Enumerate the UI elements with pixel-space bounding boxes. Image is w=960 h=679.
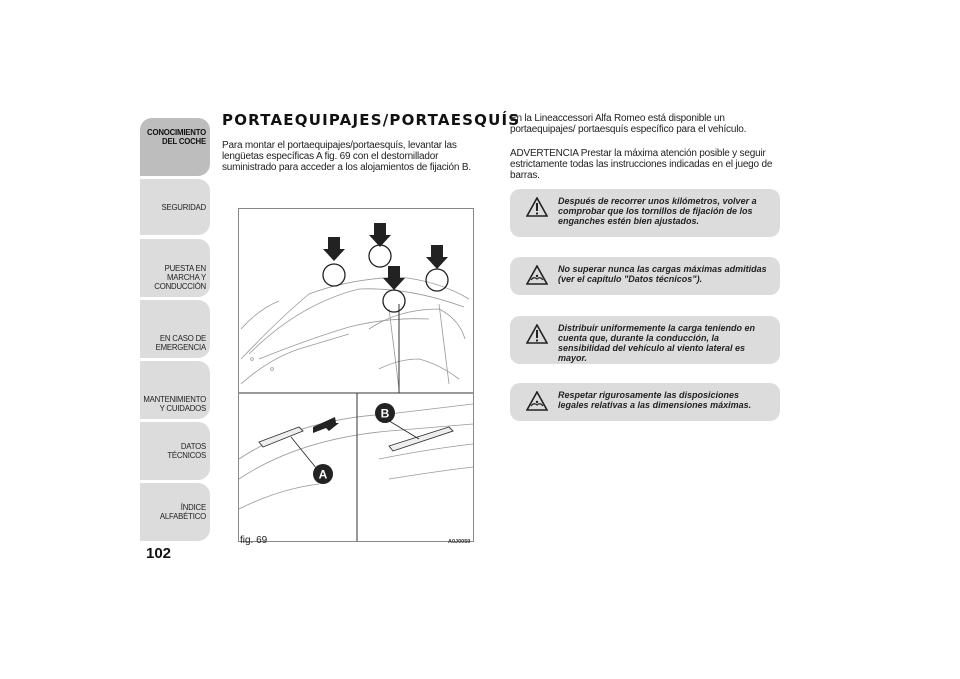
- tab-seguridad[interactable]: [140, 179, 210, 235]
- label-b: B: [380, 406, 390, 421]
- warning-triangle-icon: [526, 324, 548, 344]
- tab-label: DATOS TÉCNICOS: [167, 442, 206, 460]
- label-a: A: [318, 467, 328, 482]
- warning-box: [510, 189, 780, 237]
- environment-box: [510, 257, 780, 295]
- intro-paragraph: Para montar el portaequipajes/portaesquís, levantar las lengüetas específicas A fig. 69 con el destornillador suministrado para acceder a los alojamientos de fijación B.: [222, 140, 471, 173]
- accessory-paragraph: En la Lineaccessori Alfa Romeo está disponible un portaequipajes/ portaesquís específico para el vehículo.: [510, 113, 747, 135]
- warning-text: Distribuir uniformemente la carga teniendo en cuenta que, durante la conducción, la sensibilidad del vehículo al viento lateral es mayor.: [558, 323, 756, 363]
- warning-text: Respetar rigurosamente las disposiciones legales relativas a las dimensiones máximas.: [558, 390, 752, 410]
- tab-datos-tecnicos[interactable]: [140, 422, 210, 480]
- figure-code: A0J0059: [448, 539, 471, 545]
- tab-indice-alfabetico[interactable]: [140, 483, 210, 541]
- tab-conocimiento-del-coche[interactable]: [140, 118, 210, 176]
- tab-label: EN CASO DE EMERGENCIA: [155, 334, 206, 352]
- environment-triangle-icon: [526, 265, 548, 285]
- tab-puesta-en-marcha[interactable]: [140, 239, 210, 297]
- warning-box: [510, 316, 780, 364]
- environment-triangle-icon: [526, 391, 548, 411]
- advertencia-paragraph: ADVERTENCIA Prestar la máxima atención posible y seguir estrictamente todas las instrucciones indicadas en el juego de barras.: [510, 148, 773, 181]
- figure-69: [238, 208, 474, 542]
- warning-text: Después de recorrer unos kilómetros, volver a comprobar que los tornillos de fijación de los enganches estén bien ajustados.: [558, 196, 757, 226]
- page-number: 102: [146, 545, 172, 562]
- tab-label: PUESTA EN MARCHA Y CONDUCCIÓN: [154, 264, 206, 291]
- warning-triangle-icon: [526, 197, 548, 217]
- tab-mantenimiento[interactable]: [140, 361, 210, 419]
- tab-label: ÍNDICE ALFABÉTICO: [159, 503, 206, 521]
- car-roof-illustration: [239, 209, 473, 541]
- figure-caption: fig. 69: [240, 535, 268, 546]
- section-title: PORTAEQUIPAJES/PORTAESQUÍS: [222, 111, 521, 129]
- environment-box: [510, 383, 780, 421]
- warning-text: No superar nunca las cargas máximas admitidas (ver el capítulo "Datos técnicos").: [558, 264, 767, 284]
- tab-label: MANTENIMIENTO Y CUIDADOS: [143, 395, 206, 413]
- tab-label: CONOCIMIENTO DEL COCHE: [147, 128, 206, 146]
- tab-label: SEGURIDAD: [161, 202, 206, 212]
- tab-emergencia[interactable]: [140, 300, 210, 358]
